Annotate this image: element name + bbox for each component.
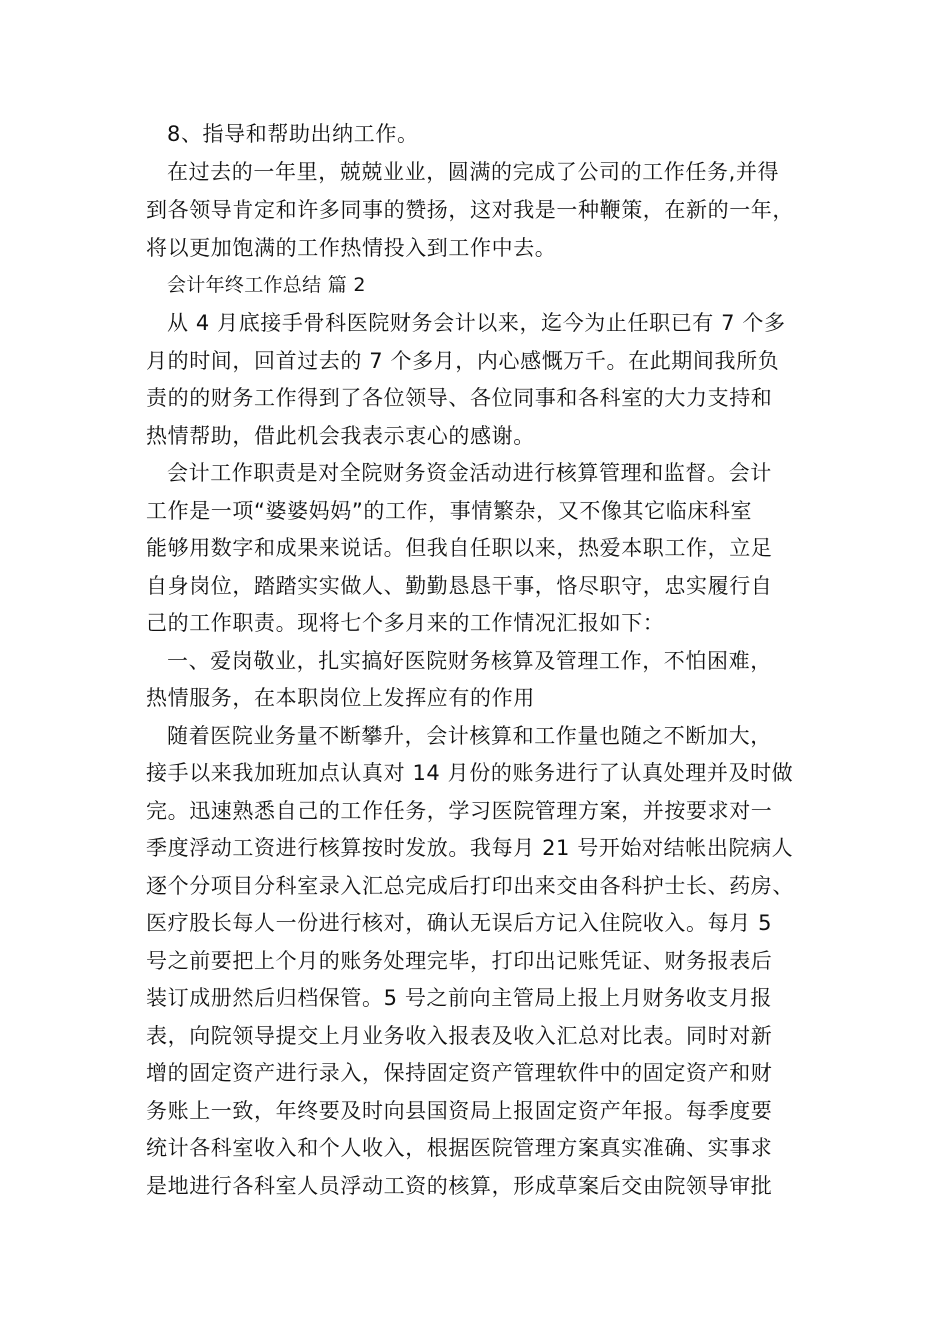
paragraph-line: 将以更加饱满的工作热情投入到工作中去。 [146,236,557,260]
paragraph-line: 表，向院领导提交上月业务收入报表及收入汇总对比表。同时对新 [146,1024,773,1048]
paragraph-line: 能够用数字和成果来说话。但我自任职以来，热爱本职工作，立足 [146,536,773,560]
paragraph-line: 接手以来我加班加点认真对 14 月份的账务进行了认真处理并及时做 [146,761,794,785]
paragraph-line: 自身岗位，踏踏实实做人、勤勤恳恳干事，恪尽职守，忠实履行自 [146,574,773,598]
paragraph-line: 装订成册然后归档保管。5 号之前向主管局上报上月财务收支月报 [146,986,773,1010]
paragraph-line: 统计各科室收入和个人收入，根据医院管理方案真实准确、实事求 [146,1136,773,1160]
paragraph-line: 医疗股长每人一份进行核对，确认无误后方记入住院收入。每月 5 [146,911,773,935]
paragraph-line: 增的固定资产进行录入，保持固定资产管理软件中的固定资产和财 [146,1061,773,1085]
subheading-line: 一、爱岗敬业，扎实搞好医院财务核算及管理工作，不怕困难， [167,649,772,673]
paragraph-line: 在过去的一年里，兢兢业业，圆满的完成了公司的工作任务,并得 [167,160,780,184]
paragraph-line: 逐个分项目分科室录入汇总完成后打印出来交由各科护士长、药房、 [146,874,794,898]
paragraph-line: 到各领导肯定和许多同事的赞扬，这对我是一种鞭策，在新的一年， [146,198,794,222]
paragraph-line: 己的工作职责。现将七个多月来的工作情况汇报如下： [146,611,665,635]
subheading-line: 热情服务，在本职岗位上发挥应有的作用 [146,686,535,710]
paragraph-line: 务账上一致，年终要及时向县国资局上报固定资产年报。每季度要 [146,1099,773,1123]
paragraph-line: 工作是一项“婆婆妈妈”的工作，事情繁杂，又不像其它临床科室 [146,499,753,523]
paragraph-line: 会计工作职责是对全院财务资金活动进行核算管理和监督。会计 [167,461,772,485]
paragraph-line: 完。迅速熟悉自己的工作任务，学习医院管理方案，并按要求对一 [146,799,773,823]
paragraph-line: 是地进行各科室人员浮动工资的核算，形成草案后交由院领导审批 [146,1174,773,1198]
list-item-8: 8、指导和帮助出纳工作。 [167,122,419,146]
paragraph-line: 热情帮助，借此机会我表示衷心的感谢。 [146,424,535,448]
paragraph-line: 从 4 月底接手骨科医院财务会计以来，迄今为止任职已有 7 个多 [167,311,786,335]
paragraph-line: 季度浮动工资进行核算按时发放。我每月 21 号开始对结帐出院病人 [146,836,794,860]
paragraph-line: 月的时间，回首过去的 7 个多月，内心感慨万千。在此期间我所负 [146,349,780,373]
section-heading: 会计年终工作总结 篇 2 [167,274,366,296]
paragraph-line: 责的的财务工作得到了各位领导、各位同事和各科室的大力支持和 [146,386,773,410]
paragraph-line: 号之前要把上个月的账务处理完毕，打印出记账凭证、财务报表后 [146,949,773,973]
paragraph-line: 随着医院业务量不断攀升，会计核算和工作量也随之不断加大， [167,724,772,748]
